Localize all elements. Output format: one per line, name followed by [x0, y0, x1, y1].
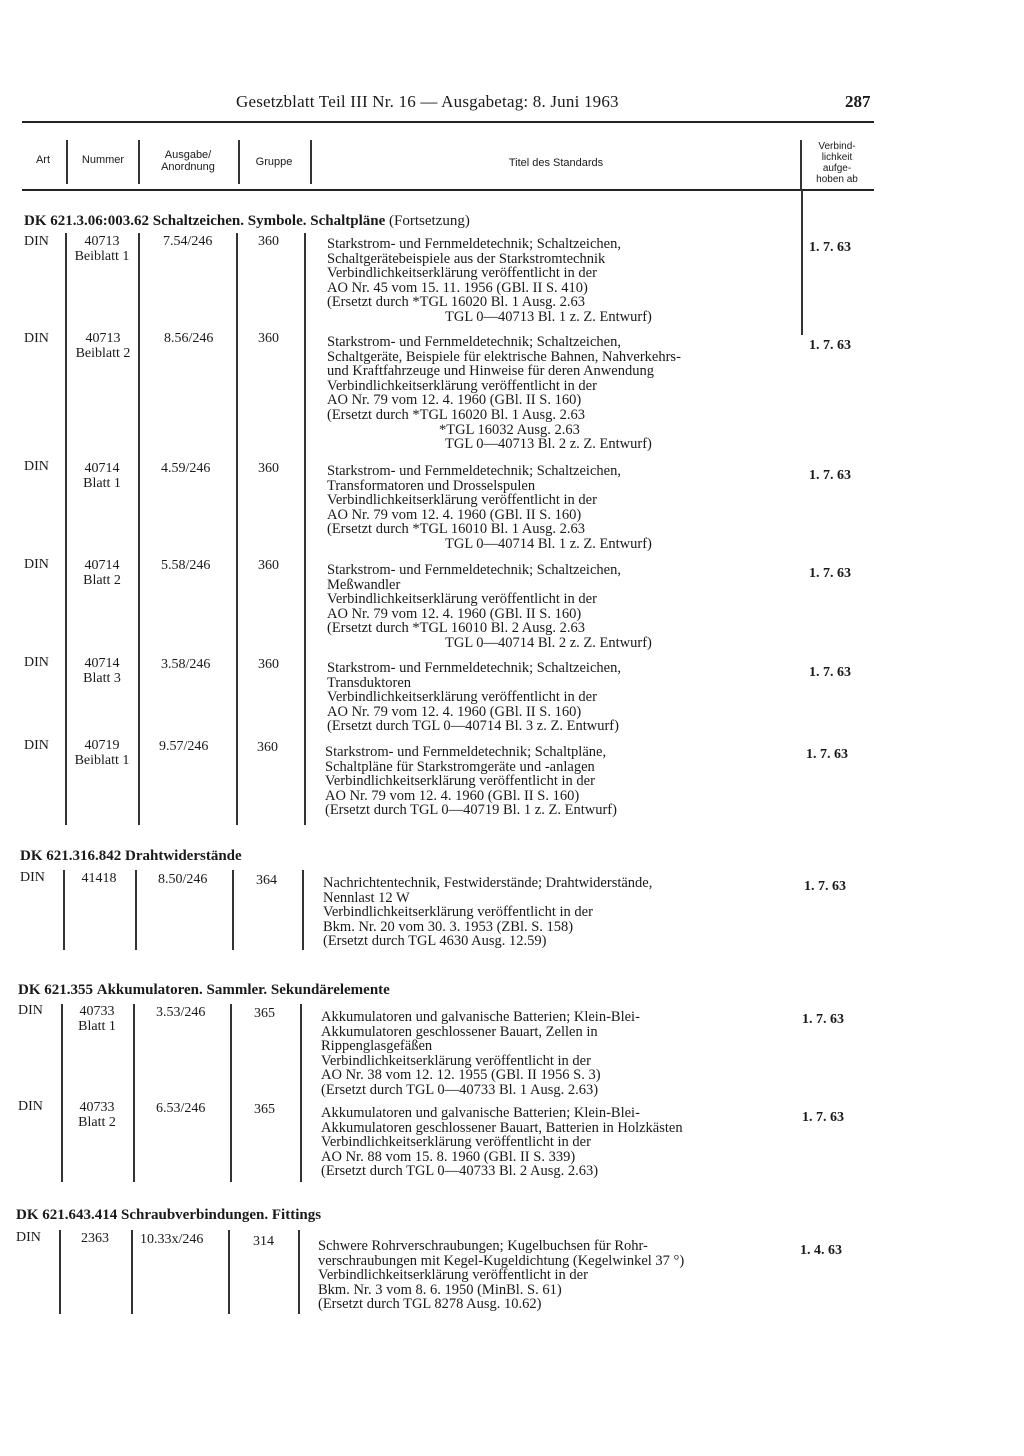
section-name: Schaltzeichen. Symbole. Schaltpläne: [152, 213, 386, 229]
column-rule: [298, 1230, 300, 1314]
art-cell: DIN: [24, 738, 49, 753]
column-rule: [65, 233, 67, 825]
title-cell: [321, 1106, 683, 1179]
col-header-verbindlich-line-2: lichkeit: [821, 152, 853, 163]
title-line: TGL 0—40713 Bl. 1 z. Z. Entwurf): [445, 308, 652, 325]
title-line: und Kraftfahrzeuge und Hinweise für deren Anwendung: [327, 363, 654, 380]
ausgabe-cell: 7.54/246: [163, 234, 213, 249]
nummer-line: 40733: [79, 1100, 115, 1115]
section-name: Drahtwiderstände: [125, 848, 242, 864]
col-header-verbindlich-line-1: Verbind-: [818, 141, 856, 152]
title-line: Bkm. Nr. 3 vom 8. 6. 1950 (MinBl. S. 61): [318, 1281, 562, 1298]
header-divider: [66, 140, 68, 184]
title-cell: [323, 876, 652, 949]
nummer-cell: [64, 738, 140, 768]
date-cell: 1. 7. 63: [809, 338, 851, 353]
title-line: AO Nr. 79 vom 12. 4. 1960 (GBl. II S. 160): [327, 392, 582, 409]
title-line: Schaltgeräte, Beispiele für elektrische Bahnen, Nahverkehrs-: [327, 348, 681, 365]
section-heading: [18, 982, 390, 999]
section-suffix: (Fortsetzung): [389, 213, 470, 229]
header-divider: [138, 140, 140, 184]
title-line: Verbindlichkeitserklärung veröffentlicht in der: [321, 1134, 591, 1151]
title-line: Verbindlichkeitserklärung veröffentlicht in der: [327, 689, 597, 706]
column-rule: [230, 1004, 232, 1182]
nummer-line: Blatt 1: [83, 476, 121, 491]
nummer-line: Blatt 3: [83, 671, 121, 686]
title-line: Akkumulatoren geschlossener Bauart, Zellen in: [321, 1023, 598, 1040]
gruppe-cell: 360: [258, 331, 279, 346]
date-cell: 1. 7. 63: [809, 240, 851, 255]
title-line: Nachrichtentechnik, Festwiderstände; Drahtwiderstände,: [323, 875, 653, 891]
col-header-ausgabe: [140, 149, 236, 173]
title-cell: [321, 1010, 640, 1098]
nummer-line: 2363: [81, 1231, 109, 1246]
ausgabe-cell: 6.53/246: [156, 1101, 206, 1116]
column-rule: [300, 1004, 302, 1182]
nummer-line: Blatt 1: [78, 1019, 116, 1034]
title-line: AO Nr. 79 vom 12. 4. 1960 (GBl. II S. 160): [327, 703, 582, 720]
title-line: TGL 0—40714 Bl. 2 z. Z. Entwurf): [445, 634, 652, 651]
section-code: DK 621.355: [18, 982, 93, 998]
title-line: (Ersetzt durch *TGL 16020 Bl. 1 Ausg. 2.63: [327, 294, 586, 311]
column-rule: [236, 233, 238, 825]
title-line: TGL 0—40714 Bl. 1 z. Z. Entwurf): [445, 535, 652, 552]
title-line: (Ersetzt durch *TGL 16010 Bl. 1 Ausg. 2.63: [327, 521, 586, 538]
col-header-nummer: Nummer: [81, 154, 125, 166]
nummer-line: 40714: [84, 558, 120, 573]
nummer-cell: [62, 1100, 132, 1130]
title-line: Bkm. Nr. 20 vom 30. 3. 1953 (ZBl. S. 158): [323, 918, 574, 935]
art-cell: DIN: [24, 655, 49, 670]
ausgabe-cell: 10.33x/246: [140, 1232, 204, 1247]
title-line: (Ersetzt durch TGL 0—40719 Bl. 1 z. Z. Entwurf): [325, 802, 617, 819]
nummer-line: Beiblatt 1: [74, 753, 130, 768]
col-header-ausgabe-line-1: Ausgabe/: [164, 149, 212, 161]
date-cell: 1. 7. 63: [804, 879, 846, 894]
date-cell: 1. 7. 63: [802, 1110, 844, 1125]
gruppe-cell: 364: [256, 873, 277, 888]
title-line: Starkstrom- und Fernmeldetechnik; Schaltzeichen,: [327, 463, 621, 479]
nummer-cell: [66, 558, 138, 588]
title-line: Starkstrom- und Fernmeldetechnik; Schaltzeichen,: [327, 660, 621, 676]
title-line: Verbindlichkeitserklärung veröffentlicht in der: [318, 1267, 588, 1284]
date-cell: 1. 7. 63: [809, 468, 851, 483]
title-line: (Ersetzt durch TGL 0—40733 Bl. 1 Ausg. 2.63): [321, 1081, 599, 1098]
ausgabe-cell: 4.59/246: [161, 461, 211, 476]
column-rule: [135, 870, 137, 950]
title-line: Verbindlichkeitserklärung veröffentlicht in der: [323, 904, 593, 921]
nummer-line: 40714: [84, 461, 120, 476]
title-line: (Ersetzt durch TGL 0—40714 Bl. 3 z. Z. Entwurf): [327, 718, 619, 735]
title-line: Nennlast 12 W: [323, 889, 410, 906]
title-line: verschraubungen mit Kegel-Kugeldichtung (Kegelwinkel 37 °): [318, 1252, 685, 1269]
nummer-cell: [66, 461, 138, 491]
title-line: Verbindlichkeitserklärung veröffentlicht in der: [321, 1052, 591, 1069]
gruppe-cell: 365: [254, 1006, 275, 1021]
title-line: Akkumulatoren und galvanische Batterien; Klein-Blei-: [321, 1105, 640, 1121]
art-cell: DIN: [20, 870, 45, 885]
title-line: AO Nr. 88 vom 15. 8. 1960 (GBl. II S. 339): [321, 1148, 576, 1165]
title-line: Transduktoren: [327, 674, 412, 691]
column-rule: [133, 1004, 135, 1182]
column-rule: [304, 233, 306, 825]
gruppe-cell: 360: [258, 461, 279, 476]
title-line: (Ersetzt durch TGL 8278 Ausg. 10.62): [318, 1296, 542, 1313]
title-line: Starkstrom- und Fernmeldetechnik; Schaltzeichen,: [327, 562, 621, 578]
nummer-line: 40713: [85, 331, 121, 346]
nummer-cell: [66, 331, 140, 361]
nummer-line: 41418: [81, 871, 117, 886]
title-cell: [327, 464, 652, 552]
gruppe-cell: 360: [258, 234, 279, 249]
title-line: Rippenglasgefäßen: [321, 1038, 433, 1055]
col-header-verbindlich-line-4: hoben ab: [816, 174, 858, 185]
column-rule: [228, 1230, 230, 1314]
col-header-ausgabe-line-2: Anordnung: [161, 161, 215, 173]
gruppe-cell: 360: [257, 740, 278, 755]
header-divider: [310, 140, 312, 184]
title-line: AO Nr. 79 vom 12. 4. 1960 (GBl. II S. 160): [327, 506, 582, 523]
nummer-line: 40713: [84, 234, 120, 249]
title-line: Starkstrom- und Fernmeldetechnik; Schaltzeichen,: [327, 334, 621, 350]
title-line: Verbindlichkeitserklärung veröffentlicht in der: [327, 265, 597, 282]
title-line: AO Nr. 45 vom 15. 11. 1956 (GBl. II S. 410): [327, 279, 588, 296]
date-cell: 1. 7. 63: [809, 566, 851, 581]
column-rule: [232, 870, 234, 950]
title-line: *TGL 16032 Ausg. 2.63: [439, 421, 580, 438]
section-code: DK 621.643.414: [16, 1207, 118, 1223]
title-cell: [327, 661, 621, 734]
title-cell: [327, 335, 681, 452]
page-number: 287: [845, 92, 871, 111]
section-heading: [24, 213, 470, 230]
ausgabe-cell: 3.53/246: [156, 1005, 206, 1020]
title-cell: [327, 563, 652, 651]
ausgabe-cell: 8.56/246: [164, 331, 214, 346]
nummer-cell: [64, 871, 134, 886]
gruppe-cell: 365: [254, 1102, 275, 1117]
title-line: Verbindlichkeitserklärung veröffentlicht in der: [325, 773, 595, 790]
nummer-line: Beiblatt 2: [75, 346, 131, 361]
title-line: Verbindlichkeitserklärung veröffentlicht in der: [327, 377, 597, 394]
nummer-line: 40714: [84, 656, 120, 671]
ausgabe-cell: 9.57/246: [159, 739, 209, 754]
title-line: (Ersetzt durch TGL 0—40733 Bl. 2 Ausg. 2.63): [321, 1163, 599, 1180]
nummer-line: 40733: [79, 1004, 115, 1019]
title-cell: [327, 237, 652, 325]
title-line: Verbindlichkeitserklärung veröffentlicht in der: [327, 492, 597, 509]
title-line: Akkumulatoren und galvanische Batterien; Klein-Blei-: [321, 1009, 640, 1025]
title-line: Schaltpläne für Starkstromgeräte und -anlagen: [325, 758, 595, 775]
art-cell: DIN: [24, 234, 49, 249]
col-header-verbindlich: [802, 141, 872, 185]
column-header-rule: [22, 189, 874, 191]
section-code: DK 621.316.842: [20, 848, 122, 864]
gruppe-cell: 360: [258, 657, 279, 672]
art-cell: DIN: [16, 1230, 41, 1245]
title-line: Akkumulatoren geschlossener Bauart, Batterien in Holzkästen: [321, 1119, 683, 1136]
title-line: Starkstrom- und Fernmeldetechnik; Schaltzeichen,: [327, 236, 621, 252]
art-cell: DIN: [18, 1099, 43, 1114]
title-line: AO Nr. 38 vom 12. 12. 1955 (GBl. II 1956 S. 3): [321, 1067, 601, 1084]
nummer-line: Blatt 2: [78, 1115, 116, 1130]
ausgabe-cell: 5.58/246: [161, 558, 211, 573]
header-divider: [238, 140, 240, 184]
section-name: Schraubverbindungen. Fittings: [121, 1207, 322, 1223]
header-divider: [800, 140, 802, 190]
column-rule: [138, 233, 140, 825]
date-cell: 1. 7. 63: [802, 1012, 844, 1027]
section-heading: [16, 1207, 321, 1224]
col-header-gruppe: Gruppe: [255, 156, 293, 168]
col-header-verbindlich-line-3: aufge-: [822, 163, 852, 174]
title-line: Transformatoren und Drosselspulen: [327, 477, 536, 494]
section-heading: [20, 848, 242, 865]
header-rule: [22, 121, 874, 123]
art-cell: DIN: [24, 459, 49, 474]
nummer-line: Blatt 2: [83, 573, 121, 588]
nummer-cell: [60, 1231, 130, 1246]
date-cell: 1. 4. 63: [800, 1243, 842, 1258]
section-name: Akkumulatoren. Sammler. Sekundärelemente: [96, 982, 390, 998]
column-rule: [302, 870, 304, 950]
title-line: (Ersetzt durch *TGL 16010 Bl. 2 Ausg. 2.63: [327, 620, 586, 637]
nummer-line: 40719: [84, 738, 120, 753]
nummer-cell: [66, 656, 138, 686]
gruppe-cell: 314: [253, 1234, 274, 1249]
running-header: Gesetzblatt Teil III Nr. 16 — Ausgabetag: 8. Juni 1963: [236, 92, 619, 111]
nummer-cell: [62, 1004, 132, 1034]
title-line: Starkstrom- und Fernmeldetechnik; Schaltpläne,: [325, 744, 607, 760]
column-rule: [131, 1230, 133, 1314]
ausgabe-cell: 3.58/246: [161, 657, 211, 672]
nummer-cell: [66, 234, 138, 264]
art-cell: DIN: [24, 331, 49, 346]
col-header-titel: Titel des Standards: [508, 157, 604, 169]
date-cell: 1. 7. 63: [806, 747, 848, 762]
art-cell: DIN: [24, 557, 49, 572]
title-cell: [318, 1239, 684, 1312]
section-code: DK 621.3.06:003.62: [24, 213, 149, 229]
title-line: (Ersetzt durch TGL 4630 Ausg. 12.59): [323, 933, 547, 950]
nummer-line: Beiblatt 1: [74, 249, 130, 264]
title-line: (Ersetzt durch *TGL 16020 Bl. 1 Ausg. 2.63: [327, 406, 586, 423]
title-line: TGL 0—40713 Bl. 2 z. Z. Entwurf): [445, 436, 652, 453]
title-line: Meßwandler: [327, 576, 401, 593]
title-cell: [325, 745, 617, 818]
title-line: Verbindlichkeitserklärung veröffentlicht in der: [327, 591, 597, 608]
ausgabe-cell: 8.50/246: [158, 872, 208, 887]
title-line: AO Nr. 79 vom 12. 4. 1960 (GBl. II S. 160): [325, 787, 580, 804]
title-line: AO Nr. 79 vom 12. 4. 1960 (GBl. II S. 160): [327, 605, 582, 622]
col-header-art: Art: [35, 154, 51, 166]
title-line: Schwere Rohrverschraubungen; Kugelbuchsen für Rohr-: [318, 1238, 648, 1254]
title-line: Schaltgerätebeispiele aus der Starkstromtechnik: [327, 250, 606, 267]
right-column-rule: [801, 190, 803, 335]
date-cell: 1. 7. 63: [809, 665, 851, 680]
gruppe-cell: 360: [258, 558, 279, 573]
art-cell: DIN: [18, 1003, 43, 1018]
